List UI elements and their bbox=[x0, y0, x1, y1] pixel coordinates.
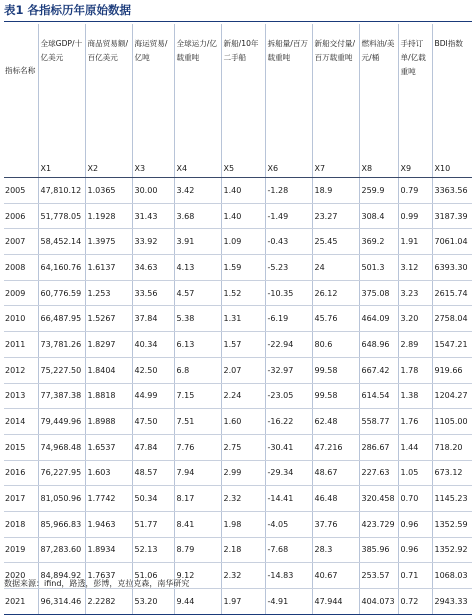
table-cell: 1105.00 bbox=[432, 409, 472, 435]
table-cell: 45.76 bbox=[312, 306, 359, 332]
table-cell: 3.68 bbox=[174, 203, 221, 229]
table-cell: 5.38 bbox=[174, 306, 221, 332]
table-row bbox=[4, 332, 472, 358]
table-cell: 1.31 bbox=[221, 306, 265, 332]
table-cell: 50.34 bbox=[132, 486, 174, 512]
table-cell: 1.52 bbox=[221, 280, 265, 306]
table-cell: 40.67 bbox=[312, 563, 359, 589]
table-cell: 369.2 bbox=[359, 229, 398, 255]
table-cell: -4.91 bbox=[265, 589, 312, 615]
table-cell: 320.458 bbox=[359, 486, 398, 512]
table-cell: 3187.39 bbox=[432, 203, 472, 229]
table-cell: 37.76 bbox=[312, 511, 359, 537]
table-cell: 53.20 bbox=[132, 589, 174, 615]
table-cell: 46.48 bbox=[312, 486, 359, 512]
table-cell: 1.40 bbox=[221, 178, 265, 204]
table-cell: 44.99 bbox=[132, 383, 174, 409]
table-cell: 1.59 bbox=[221, 255, 265, 281]
table-cell: 0.70 bbox=[398, 486, 432, 512]
table-cell: 42.50 bbox=[132, 357, 174, 383]
table-cell: 1.44 bbox=[398, 434, 432, 460]
row-year: 2012 bbox=[4, 357, 38, 383]
table-cell: 1068.03 bbox=[432, 563, 472, 589]
table-cell: 501.3 bbox=[359, 255, 398, 281]
table-cell: 7.94 bbox=[174, 460, 221, 486]
row-year: 2014 bbox=[4, 409, 38, 435]
table-cell: -10.35 bbox=[265, 280, 312, 306]
table-cell: 25.45 bbox=[312, 229, 359, 255]
table-cell: 308.4 bbox=[359, 203, 398, 229]
table-cell: 667.42 bbox=[359, 357, 398, 383]
row-year: 2021 bbox=[4, 589, 38, 615]
table-cell: 47,810.12 bbox=[38, 178, 85, 204]
table-cell: 51,778.05 bbox=[38, 203, 85, 229]
table-cell: -22.94 bbox=[265, 332, 312, 358]
table-cell: 76,227.95 bbox=[38, 460, 85, 486]
table-cell: 1145.23 bbox=[432, 486, 472, 512]
table-cell: 1352.92 bbox=[432, 537, 472, 563]
table-cell: 0.71 bbox=[398, 563, 432, 589]
table-cell: 75,227.50 bbox=[38, 357, 85, 383]
column-code-x10: X10 bbox=[432, 160, 472, 178]
table-cell: 1.6137 bbox=[85, 255, 132, 281]
code-row-stub bbox=[4, 160, 38, 178]
table-cell: 648.96 bbox=[359, 332, 398, 358]
table-cell: 7.51 bbox=[174, 409, 221, 435]
column-header-x4: 全球运力/亿载重吨 bbox=[174, 24, 221, 160]
table-cell: 37.84 bbox=[132, 306, 174, 332]
table-cell: -23.05 bbox=[265, 383, 312, 409]
table-cell: 99.58 bbox=[312, 357, 359, 383]
row-year: 2006 bbox=[4, 203, 38, 229]
table-cell: 286.67 bbox=[359, 434, 398, 460]
row-year: 2008 bbox=[4, 255, 38, 281]
column-code-x1: X1 bbox=[38, 160, 85, 178]
table-cell: 1.6537 bbox=[85, 434, 132, 460]
table-cell: 2.18 bbox=[221, 537, 265, 563]
table-cell: 1352.59 bbox=[432, 511, 472, 537]
table-cell: -7.68 bbox=[265, 537, 312, 563]
table-cell: 74,968.48 bbox=[38, 434, 85, 460]
row-year: 2013 bbox=[4, 383, 38, 409]
table-cell: 9.12 bbox=[174, 563, 221, 589]
table-cell: 2.99 bbox=[221, 460, 265, 486]
table-cell: 80.6 bbox=[312, 332, 359, 358]
table-cell: 48.57 bbox=[132, 460, 174, 486]
table-cell: 8.17 bbox=[174, 486, 221, 512]
table-cell: 4.13 bbox=[174, 255, 221, 281]
table-cell: 1.8297 bbox=[85, 332, 132, 358]
table-cell: 1.60 bbox=[221, 409, 265, 435]
table-cell: -1.28 bbox=[265, 178, 312, 204]
table-cell: 24 bbox=[312, 255, 359, 281]
table-cell: 64,160.76 bbox=[38, 255, 85, 281]
table-cell: 7061.04 bbox=[432, 229, 472, 255]
table-cell: 2.24 bbox=[221, 383, 265, 409]
table-cell: 99.58 bbox=[312, 383, 359, 409]
table-cell: 51.06 bbox=[132, 563, 174, 589]
table-title: 表1 各指标历年原始数据 bbox=[4, 3, 132, 17]
table-cell: 0.96 bbox=[398, 537, 432, 563]
table-cell: 2.89 bbox=[398, 332, 432, 358]
row-year: 2007 bbox=[4, 229, 38, 255]
table-cell: 919.66 bbox=[432, 357, 472, 383]
data-source-note: 数据来源：ifind，路透，彭博，克拉克森，南华研究 bbox=[4, 579, 190, 588]
table-cell: 0.96 bbox=[398, 511, 432, 537]
table-cell: 6.13 bbox=[174, 332, 221, 358]
table-cell: 1.1928 bbox=[85, 203, 132, 229]
table-cell: 259.9 bbox=[359, 178, 398, 204]
table-cell: 1.76 bbox=[398, 409, 432, 435]
table-cell: 3.20 bbox=[398, 306, 432, 332]
table-cell: 96,314.46 bbox=[38, 589, 85, 615]
table-cell: 673.12 bbox=[432, 460, 472, 486]
column-header-x3: 海运贸易/亿吨 bbox=[132, 24, 174, 160]
table-row bbox=[4, 280, 472, 306]
table-cell: 423.729 bbox=[359, 511, 398, 537]
table-cell: 2.75 bbox=[221, 434, 265, 460]
table-cell: 60,776.59 bbox=[38, 280, 85, 306]
table-cell: -14.83 bbox=[265, 563, 312, 589]
table-cell: 28.3 bbox=[312, 537, 359, 563]
column-header-x10: BDI指数 bbox=[432, 24, 472, 160]
table-cell: 34.63 bbox=[132, 255, 174, 281]
table-cell: 18.9 bbox=[312, 178, 359, 204]
table-cell: 3.42 bbox=[174, 178, 221, 204]
row-year: 2019 bbox=[4, 537, 38, 563]
table-cell: -16.22 bbox=[265, 409, 312, 435]
table-cell: 66,487.95 bbox=[38, 306, 85, 332]
table-cell: 6.8 bbox=[174, 357, 221, 383]
table-cell: 23.27 bbox=[312, 203, 359, 229]
table-cell: 1.9463 bbox=[85, 511, 132, 537]
column-header-x9: 手持订单/亿载重吨 bbox=[398, 24, 432, 160]
table-cell: 253.57 bbox=[359, 563, 398, 589]
table-cell: 52.13 bbox=[132, 537, 174, 563]
table-cell: 1.91 bbox=[398, 229, 432, 255]
table-cell: 3.23 bbox=[398, 280, 432, 306]
table-cell: 47.216 bbox=[312, 434, 359, 460]
table-cell: 4.57 bbox=[174, 280, 221, 306]
table-cell: 558.77 bbox=[359, 409, 398, 435]
table-cell: 1204.27 bbox=[432, 383, 472, 409]
table-row bbox=[4, 255, 472, 281]
table-cell: 1.57 bbox=[221, 332, 265, 358]
table-cell: 47.50 bbox=[132, 409, 174, 435]
table-row bbox=[4, 486, 472, 512]
table-cell: -32.97 bbox=[265, 357, 312, 383]
table-cell: 81,050.96 bbox=[38, 486, 85, 512]
table-cell: -6.19 bbox=[265, 306, 312, 332]
column-code-x6: X6 bbox=[265, 160, 312, 178]
table-cell: 8.41 bbox=[174, 511, 221, 537]
table-row bbox=[4, 357, 472, 383]
table-row bbox=[4, 383, 472, 409]
row-year: 2011 bbox=[4, 332, 38, 358]
table-row bbox=[4, 460, 472, 486]
table-cell: 718.20 bbox=[432, 434, 472, 460]
table-row bbox=[4, 511, 472, 537]
table-cell: 3.12 bbox=[398, 255, 432, 281]
row-year: 2005 bbox=[4, 178, 38, 204]
table-body bbox=[4, 24, 472, 614]
table-row bbox=[4, 178, 472, 204]
table-cell: -0.43 bbox=[265, 229, 312, 255]
header-row bbox=[4, 24, 472, 160]
table-row bbox=[4, 203, 472, 229]
table-cell: 1.7637 bbox=[85, 563, 132, 589]
code-row bbox=[4, 160, 472, 178]
table-cell: 6393.30 bbox=[432, 255, 472, 281]
table-cell: 1.38 bbox=[398, 383, 432, 409]
table-cell: 26.12 bbox=[312, 280, 359, 306]
indicator-table bbox=[4, 24, 472, 615]
table-cell: -5.23 bbox=[265, 255, 312, 281]
table-row bbox=[4, 229, 472, 255]
table-cell: 1.05 bbox=[398, 460, 432, 486]
table-cell: 1.98 bbox=[221, 511, 265, 537]
table-cell: 2943.33 bbox=[432, 589, 472, 615]
column-code-x2: X2 bbox=[85, 160, 132, 178]
table-cell: 79,449.96 bbox=[38, 409, 85, 435]
table-cell: 2.32 bbox=[221, 486, 265, 512]
table-cell: 62.48 bbox=[312, 409, 359, 435]
table-cell: 404.073 bbox=[359, 589, 398, 615]
table-cell: 2.32 bbox=[221, 563, 265, 589]
table-cell: 30.00 bbox=[132, 178, 174, 204]
table-cell: 58,452.14 bbox=[38, 229, 85, 255]
table-cell: 31.43 bbox=[132, 203, 174, 229]
stub-header: 指标名称 bbox=[5, 66, 36, 75]
table-cell: 3363.56 bbox=[432, 178, 472, 204]
table-cell: 2.2282 bbox=[85, 589, 132, 615]
table-cell: -14.41 bbox=[265, 486, 312, 512]
table-row bbox=[4, 306, 472, 332]
column-header-x8: 燃料油/美元/桶 bbox=[359, 24, 398, 160]
column-header-x5: 新船/10年二手船 bbox=[221, 24, 265, 160]
row-year: 2015 bbox=[4, 434, 38, 460]
table-cell: 0.79 bbox=[398, 178, 432, 204]
table-cell: 1.97 bbox=[221, 589, 265, 615]
table-cell: 1.253 bbox=[85, 280, 132, 306]
row-year: 2009 bbox=[4, 280, 38, 306]
column-code-x4: X4 bbox=[174, 160, 221, 178]
table-cell: -4.05 bbox=[265, 511, 312, 537]
table-cell: -30.41 bbox=[265, 434, 312, 460]
column-header-x2: 商品贸易额/百亿美元 bbox=[85, 24, 132, 160]
table-cell: 7.15 bbox=[174, 383, 221, 409]
top-rule bbox=[4, 21, 472, 22]
table-cell: 0.99 bbox=[398, 203, 432, 229]
column-code-x7: X7 bbox=[312, 160, 359, 178]
table-cell: 1.8988 bbox=[85, 409, 132, 435]
table-cell: 8.79 bbox=[174, 537, 221, 563]
column-code-x8: X8 bbox=[359, 160, 398, 178]
column-code-x5: X5 bbox=[221, 160, 265, 178]
table-cell: 9.44 bbox=[174, 589, 221, 615]
table-cell: 375.08 bbox=[359, 280, 398, 306]
table-cell: 33.56 bbox=[132, 280, 174, 306]
table-cell: 47.944 bbox=[312, 589, 359, 615]
table-cell: 73,781.26 bbox=[38, 332, 85, 358]
table-cell: 2615.74 bbox=[432, 280, 472, 306]
table-cell: 2758.04 bbox=[432, 306, 472, 332]
table-cell: 1.7742 bbox=[85, 486, 132, 512]
table-row bbox=[4, 589, 472, 615]
table-cell: 1.09 bbox=[221, 229, 265, 255]
table-cell: 1.8404 bbox=[85, 357, 132, 383]
table-cell: 1.8818 bbox=[85, 383, 132, 409]
column-header-x6: 拆船量/百万载重吨 bbox=[265, 24, 312, 160]
table-row bbox=[4, 537, 472, 563]
table-cell: 33.92 bbox=[132, 229, 174, 255]
table-cell: 1.8934 bbox=[85, 537, 132, 563]
table-cell: 1.40 bbox=[221, 203, 265, 229]
table-cell: 51.77 bbox=[132, 511, 174, 537]
table-cell: 2.07 bbox=[221, 357, 265, 383]
table-cell: 87,283.60 bbox=[38, 537, 85, 563]
table-cell: 227.63 bbox=[359, 460, 398, 486]
table-cell: 84,894.92 bbox=[38, 563, 85, 589]
column-header-x7: 新船交付量/百万载重吨 bbox=[312, 24, 359, 160]
table-cell: 7.76 bbox=[174, 434, 221, 460]
row-year: 2016 bbox=[4, 460, 38, 486]
row-year: 2020 bbox=[4, 563, 38, 589]
table-cell: 1.3975 bbox=[85, 229, 132, 255]
table-cell: 385.96 bbox=[359, 537, 398, 563]
table-cell: 3.91 bbox=[174, 229, 221, 255]
column-code-x9: X9 bbox=[398, 160, 432, 178]
table-cell: 1547.21 bbox=[432, 332, 472, 358]
table-cell: 85,966.83 bbox=[38, 511, 85, 537]
table-cell: 48.67 bbox=[312, 460, 359, 486]
table-cell: 40.34 bbox=[132, 332, 174, 358]
table-cell: 464.09 bbox=[359, 306, 398, 332]
row-year: 2010 bbox=[4, 306, 38, 332]
row-year: 2017 bbox=[4, 486, 38, 512]
table-cell: 1.78 bbox=[398, 357, 432, 383]
table-row bbox=[4, 434, 472, 460]
table-cell: -1.49 bbox=[265, 203, 312, 229]
table-cell: 0.72 bbox=[398, 589, 432, 615]
table-cell: 1.0365 bbox=[85, 178, 132, 204]
column-code-x3: X3 bbox=[132, 160, 174, 178]
table-row bbox=[4, 409, 472, 435]
row-year: 2018 bbox=[4, 511, 38, 537]
table-cell: 1.5267 bbox=[85, 306, 132, 332]
table-cell: 77,387.38 bbox=[38, 383, 85, 409]
column-header-x1: 全球GDP/十亿美元 bbox=[38, 24, 85, 160]
table-cell: 47.84 bbox=[132, 434, 174, 460]
table-cell: 1.603 bbox=[85, 460, 132, 486]
table-cell: -29.34 bbox=[265, 460, 312, 486]
table-cell: 614.54 bbox=[359, 383, 398, 409]
